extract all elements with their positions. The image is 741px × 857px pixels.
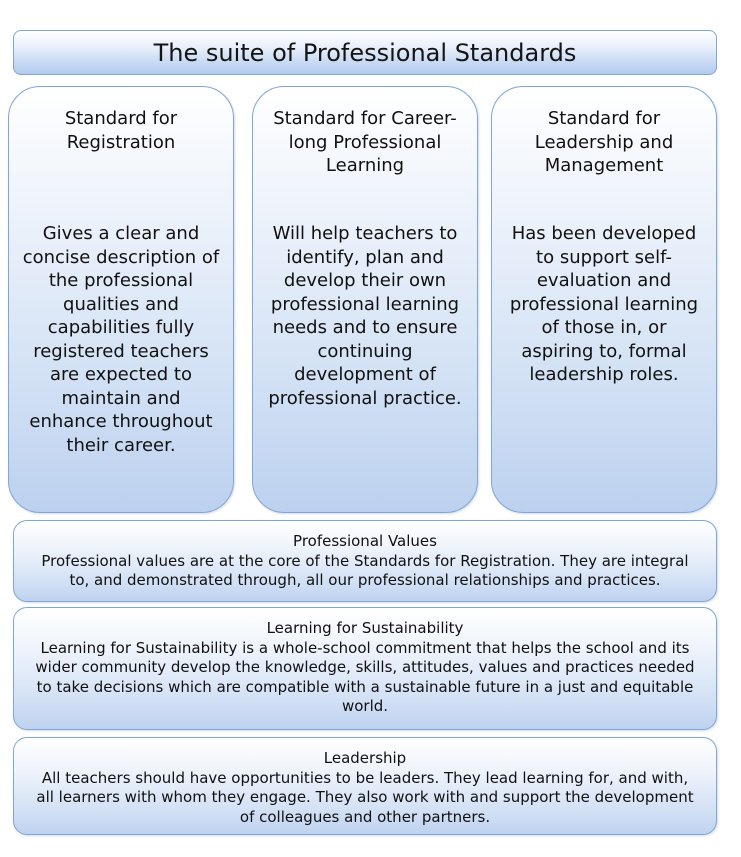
standard-career-long-description: Will help teachers to identify, plan and develop their own professional learning needs and to ensure continuing development of professional practice. [268,223,462,409]
standard-leadership-management-description: Has been developed to support self-evaluation and professional learning of those in, or aspiring to, formal leadership roles. [509,223,699,385]
standard-registration-description: Gives a clear and concise description of the professional qualities and capabilities fully registered teachers are expected to maintain and enhance throughout their career. [22,223,220,456]
professional-values-box [13,520,717,602]
standard-registration-box [8,86,234,513]
diagram-title-box [13,30,717,75]
learning-for-sustainability-description: Learning for Sustainability is a whole-school commitment that helps the school and its wider community develop the knowledge, skills, attitudes, values and practices needed to take decisions which are compatible with a sustainable future in a just and equitable world. [35,638,695,715]
standard-registration-heading: Standard for Registration [64,108,178,153]
leadership-description: All teachers should have opportunities to be leaders. They lead learning for, and with, all learners with whom they engage. They also work with and support the development of colleagues and other partners. [36,768,694,826]
diagram-title: The suite of Professional Standards [153,38,577,67]
learning-for-sustainability-heading: Learning for Sustainability [266,619,464,637]
standard-career-long-heading: Standard for Career-long Professional Learning [273,108,457,176]
standard-leadership-management-box [491,86,717,513]
learning-for-sustainability-box [13,607,717,730]
professional-values-description: Professional values are at the core of the Standards for Registration. They are integral to, and demonstrated through, all our professional relationships and practices. [41,551,689,589]
leadership-heading: Leadership [323,749,407,767]
standard-leadership-management-heading: Standard for Leadership and Management [534,108,674,176]
leadership-box [13,737,717,835]
professional-values-heading: Professional Values [293,532,437,550]
standard-career-long-box [252,86,478,513]
